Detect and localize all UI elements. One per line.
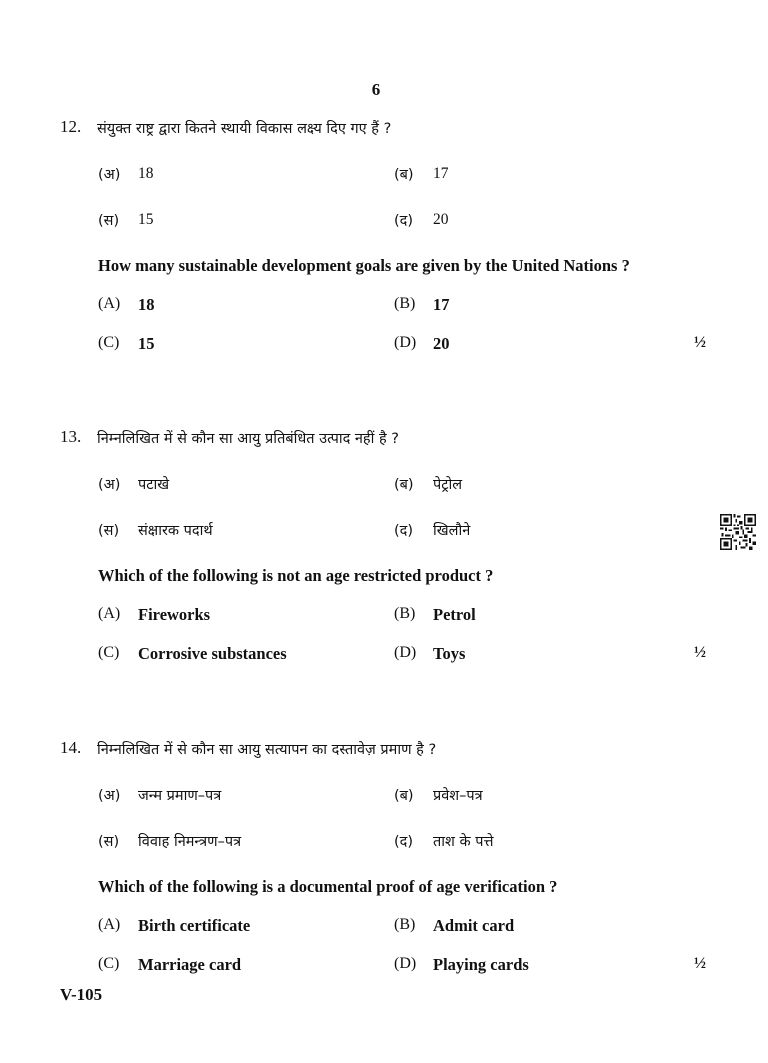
question-number: 14.	[60, 738, 82, 757]
option-label: (द)	[394, 523, 414, 539]
option-text: 18	[138, 295, 155, 314]
option-text: ताश के पत्ते	[433, 834, 494, 850]
option-label: (D)	[394, 644, 417, 661]
option-label: (स)	[98, 523, 120, 539]
option-label: (C)	[98, 334, 120, 351]
option-label: (द)	[394, 213, 414, 229]
option-label: (A)	[98, 295, 121, 312]
option-label: (अ)	[98, 477, 121, 493]
question-text-hindi: संयुक्त राष्ट्र द्वारा कितने स्थायी विकास लक्ष्य दिए गए हैं ?	[97, 121, 392, 137]
option-text: Corrosive substances	[138, 644, 287, 663]
page-number: 6	[371, 80, 381, 99]
marks-label: ½	[694, 955, 706, 972]
option-label: (D)	[394, 955, 417, 972]
option-text: Birth certificate	[138, 916, 251, 935]
option-text: 20	[433, 211, 449, 228]
question-number: 12.	[60, 117, 82, 136]
option-label: (अ)	[98, 788, 121, 804]
option-label: (B)	[394, 605, 416, 622]
option-text: Fireworks	[138, 605, 211, 624]
option-label: (अ)	[98, 167, 121, 183]
option-text: 17	[433, 295, 450, 314]
option-text: खिलौने	[433, 523, 471, 539]
question-number: 13.	[60, 427, 82, 446]
option-label: (ब)	[394, 167, 414, 183]
question-text-hindi: निम्नलिखित में से कौन सा आयु सत्यापन का दस्तावेज़ प्रमाण है ?	[97, 742, 437, 758]
option-text: 15	[138, 211, 154, 228]
option-text: विवाह निमन्त्रण–पत्र	[138, 834, 242, 850]
option-text: 18	[138, 165, 154, 182]
option-text: पेट्रोल	[433, 477, 463, 493]
option-label: (द)	[394, 834, 414, 850]
option-label: (C)	[98, 644, 120, 661]
option-text: प्रवेश–पत्र	[433, 788, 483, 804]
question-text-hindi: निम्नलिखित में से कौन सा आयु प्रतिबंधित उत्पाद नहीं है ?	[97, 431, 399, 447]
option-text: जन्म प्रमाण–पत्र	[138, 788, 222, 804]
option-label: (ब)	[394, 477, 414, 493]
option-text: 20	[433, 334, 450, 353]
option-label: (स)	[98, 213, 120, 229]
marks-label: ½	[694, 644, 706, 661]
option-text: संक्षारक पदार्थ	[138, 523, 213, 539]
option-label: (B)	[394, 916, 416, 933]
option-text: Marriage card	[138, 955, 242, 974]
option-text: 15	[138, 334, 155, 353]
marks-label: ½	[694, 334, 706, 351]
option-label: (ब)	[394, 788, 414, 804]
question-text-english: Which of the following is not an age restricted product ?	[98, 566, 494, 585]
question-text-english: Which of the following is a documental proof of age verification ?	[98, 877, 558, 896]
option-label: (C)	[98, 955, 120, 972]
option-label: (स)	[98, 834, 120, 850]
option-label: (B)	[394, 295, 416, 312]
option-text: Playing cards	[433, 955, 529, 974]
footer-code: V-105	[60, 985, 103, 1004]
option-text: Toys	[433, 644, 466, 663]
qr-code-icon	[720, 514, 756, 550]
option-text: पटाखे	[138, 477, 170, 493]
option-label: (D)	[394, 334, 417, 351]
option-label: (A)	[98, 605, 121, 622]
option-label: (A)	[98, 916, 121, 933]
option-text: Admit card	[433, 916, 515, 935]
option-text: 17	[433, 165, 449, 182]
option-text: Petrol	[433, 605, 476, 624]
question-text-english: How many sustainable development goals are given by the United Nations ?	[98, 256, 630, 275]
